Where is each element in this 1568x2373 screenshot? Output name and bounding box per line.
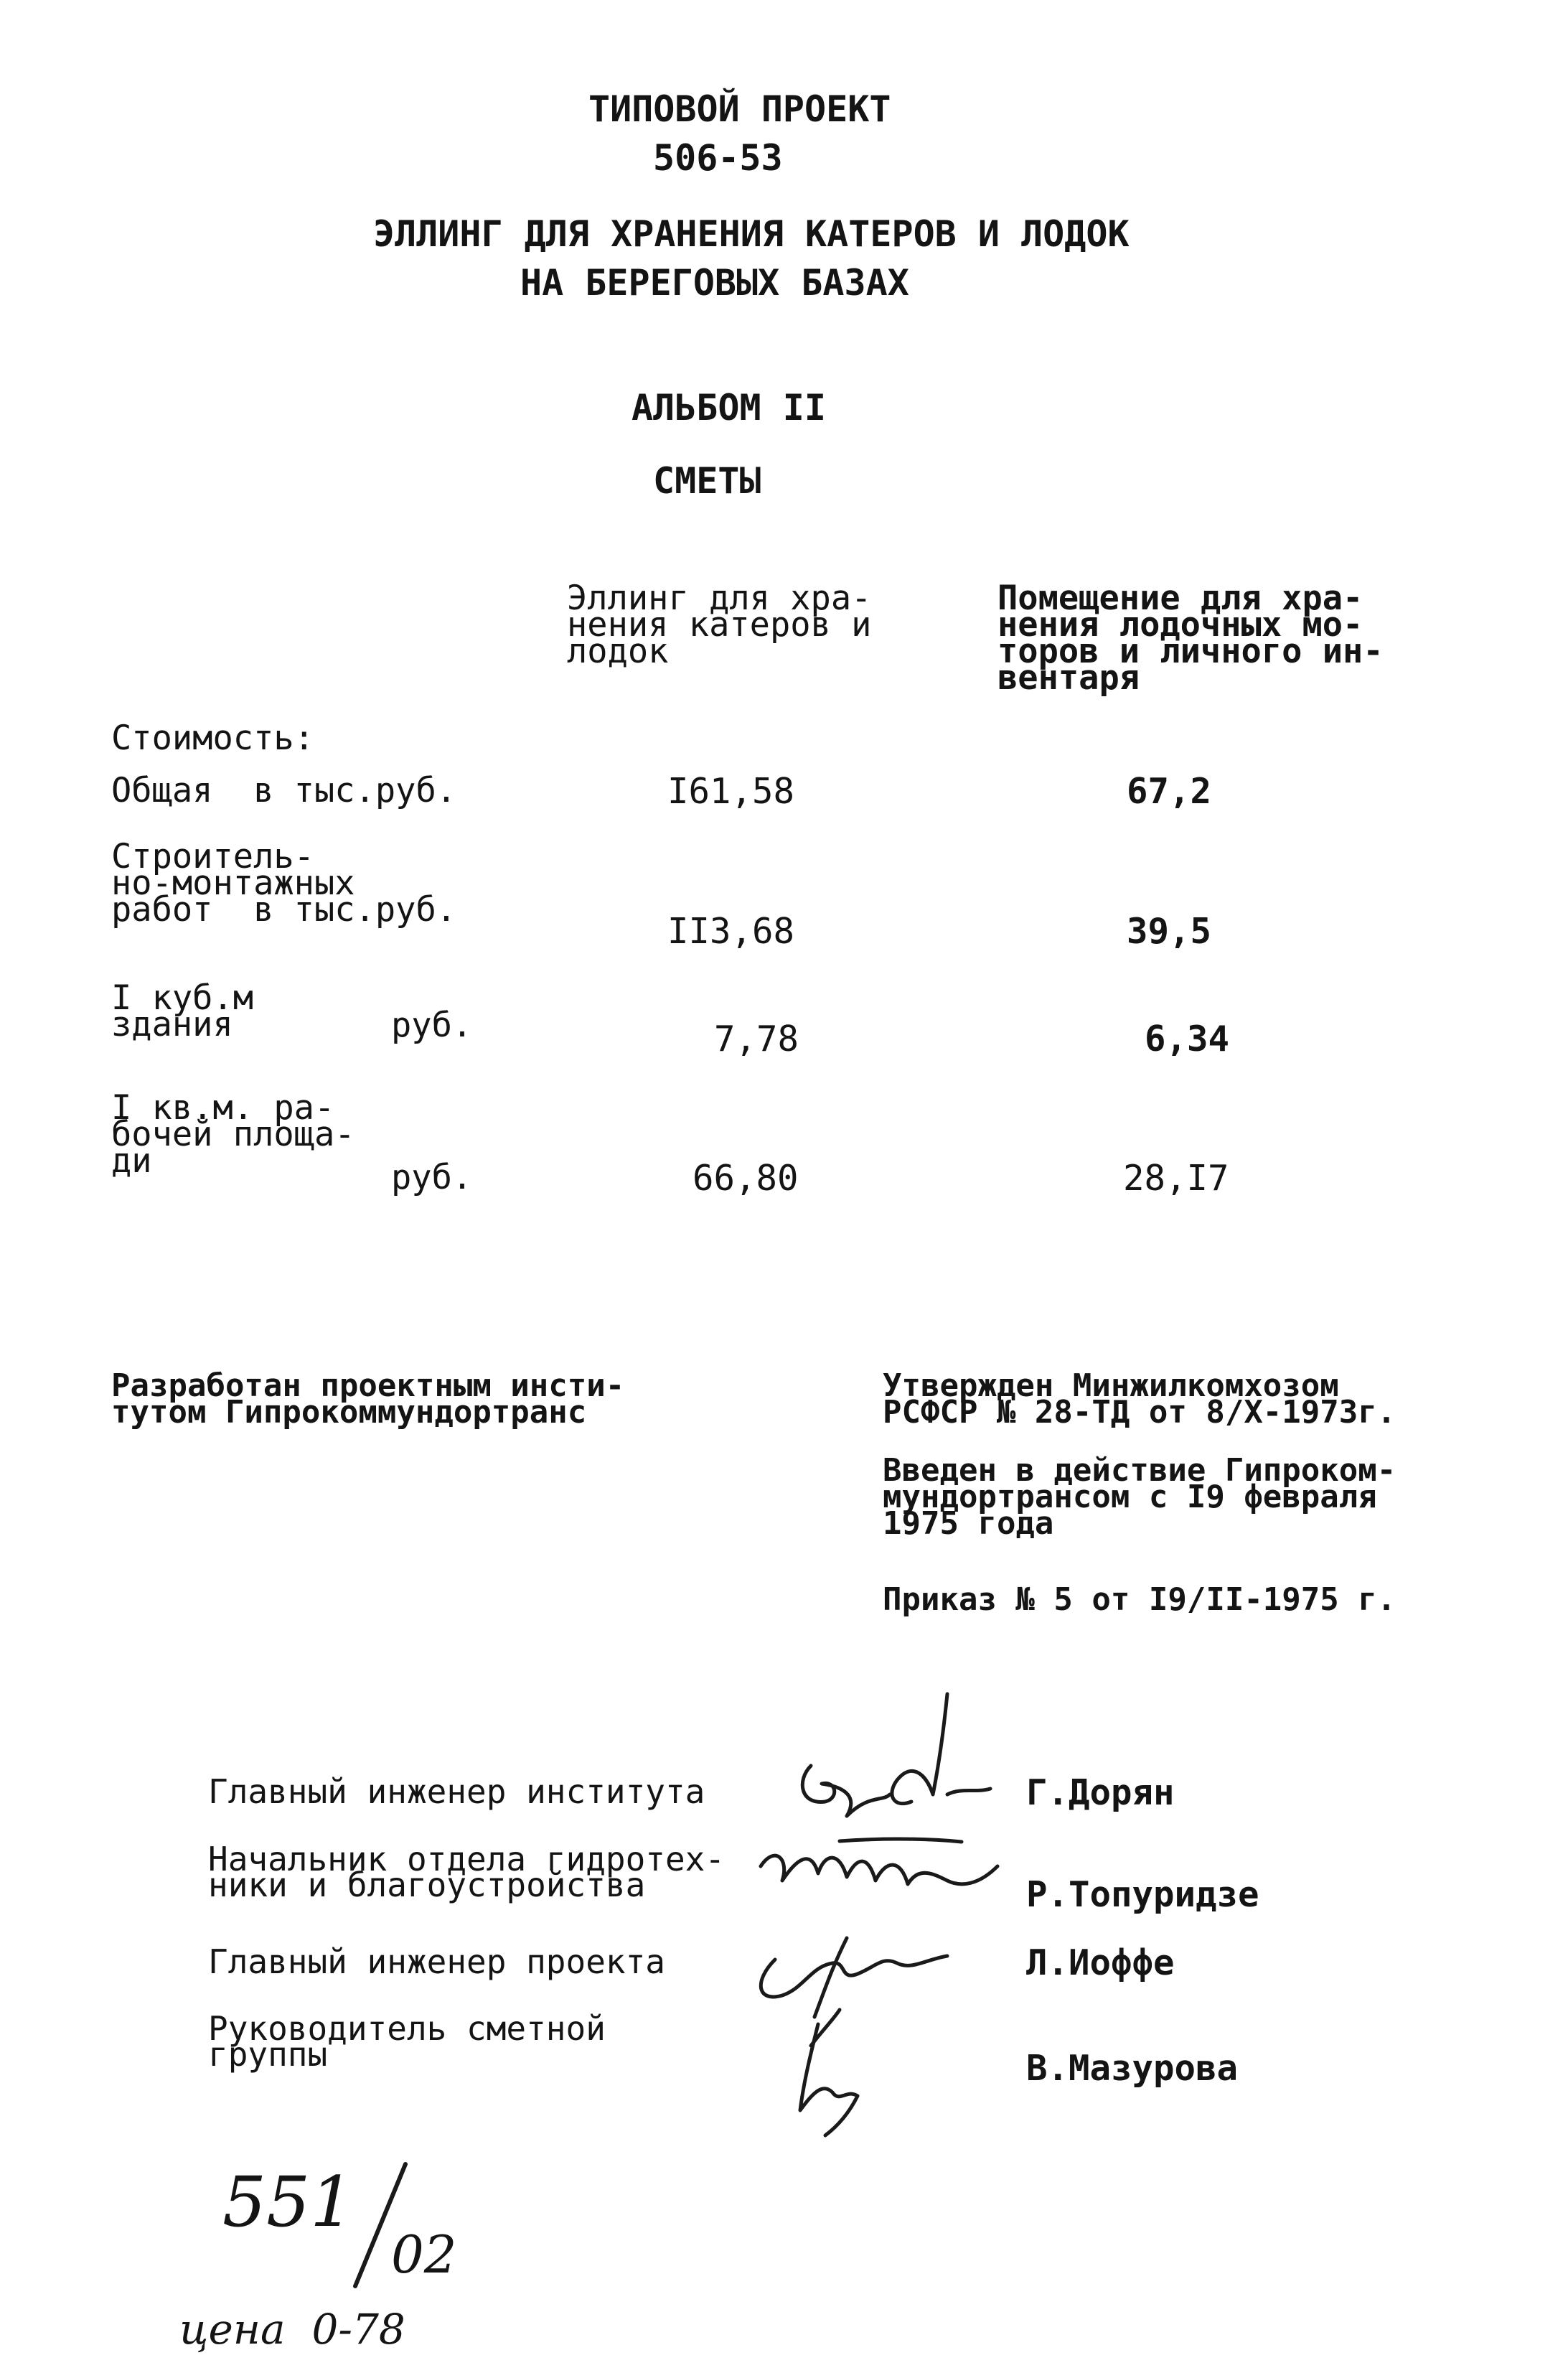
order-note: Приказ № 5 от I9/II-1975 г. — [883, 1581, 1396, 1618]
project-title: ЭЛЛИНГ ДЛЯ ХРАНЕНИЯ КАТЕРОВ И ЛОДОК — [373, 213, 1130, 255]
row-value-storage-room: 6,34 — [1145, 1019, 1230, 1059]
handwritten-number-suffix: 02 — [391, 2224, 457, 2285]
row-unit: руб. — [391, 1158, 473, 1197]
signature-role: Главный инженер проекта — [208, 1942, 665, 1981]
row-value-boathouse: II3,68 — [667, 911, 795, 952]
album-subtitle: СМЕТЫ — [653, 460, 761, 502]
row-value-boathouse: 7,78 — [714, 1019, 799, 1059]
project-number: 506-53 — [653, 137, 783, 179]
column-header-boathouse: Эллинг для хра- нения катеров и лодок — [567, 579, 872, 671]
signature-name: Л.Иоффе — [1026, 1942, 1175, 1983]
row-value-boathouse: 66,80 — [693, 1158, 799, 1199]
album-label: АЛЬБОМ II — [632, 387, 826, 429]
row-value-storage-room: 67,2 — [1127, 771, 1212, 812]
column-header-storage-room: Помещение для хра- нения лодочных мо- торов и личного ин- вентаря — [997, 579, 1384, 698]
row-value-boathouse: I61,58 — [667, 771, 795, 812]
row-unit: руб. — [391, 1006, 473, 1045]
row-label-total: Общая в тыс.руб. — [111, 771, 457, 810]
approval-note: Утвержден Минжилкомхозом РСФСР № 28-ТД от 8/X-1973г. — [883, 1367, 1396, 1431]
introduction-note: Введен в действие Гипроком- мундортрансом с I9 февраля 1975 года — [883, 1452, 1396, 1542]
row-label-per-square-meter: I кв.м. ра- бочей площа- ди — [111, 1088, 355, 1181]
signature-role: Главный инженер института — [208, 1772, 705, 1811]
handwritten-signatures — [732, 1680, 1033, 2139]
developer-note: Разработан проектным инсти- тутом Гипрокоммундортранс — [111, 1367, 625, 1431]
row-label-per-cubic-meter: I куб.м здания — [111, 978, 254, 1044]
doc-type-title: ТИПОВОЙ ПРОЕКТ — [588, 88, 891, 130]
signature-name: Р.Топуридзе — [1026, 1874, 1259, 1915]
row-label-construction: Строитель- но-монтажных работ в тыс.руб. — [111, 837, 457, 930]
signature-name: Г.Дорян — [1026, 1772, 1175, 1813]
signature-role: Начальник отдела гидротех- ники и благоустройства — [208, 1840, 726, 1904]
row-value-storage-room: 28,I7 — [1123, 1158, 1229, 1199]
row-value-storage-room: 39,5 — [1127, 911, 1212, 952]
section-label-cost: Стоимость: — [111, 719, 314, 758]
signature-role: Руководитель сметной группы — [208, 2009, 606, 2074]
project-title-line2: НА БЕРЕГОВЫХ БАЗАХ — [520, 262, 909, 304]
handwritten-price: цена 0-78 — [179, 2305, 405, 2354]
signature-name: В.Мазурова — [1026, 2048, 1239, 2089]
handwritten-number: 551 — [222, 2162, 355, 2242]
